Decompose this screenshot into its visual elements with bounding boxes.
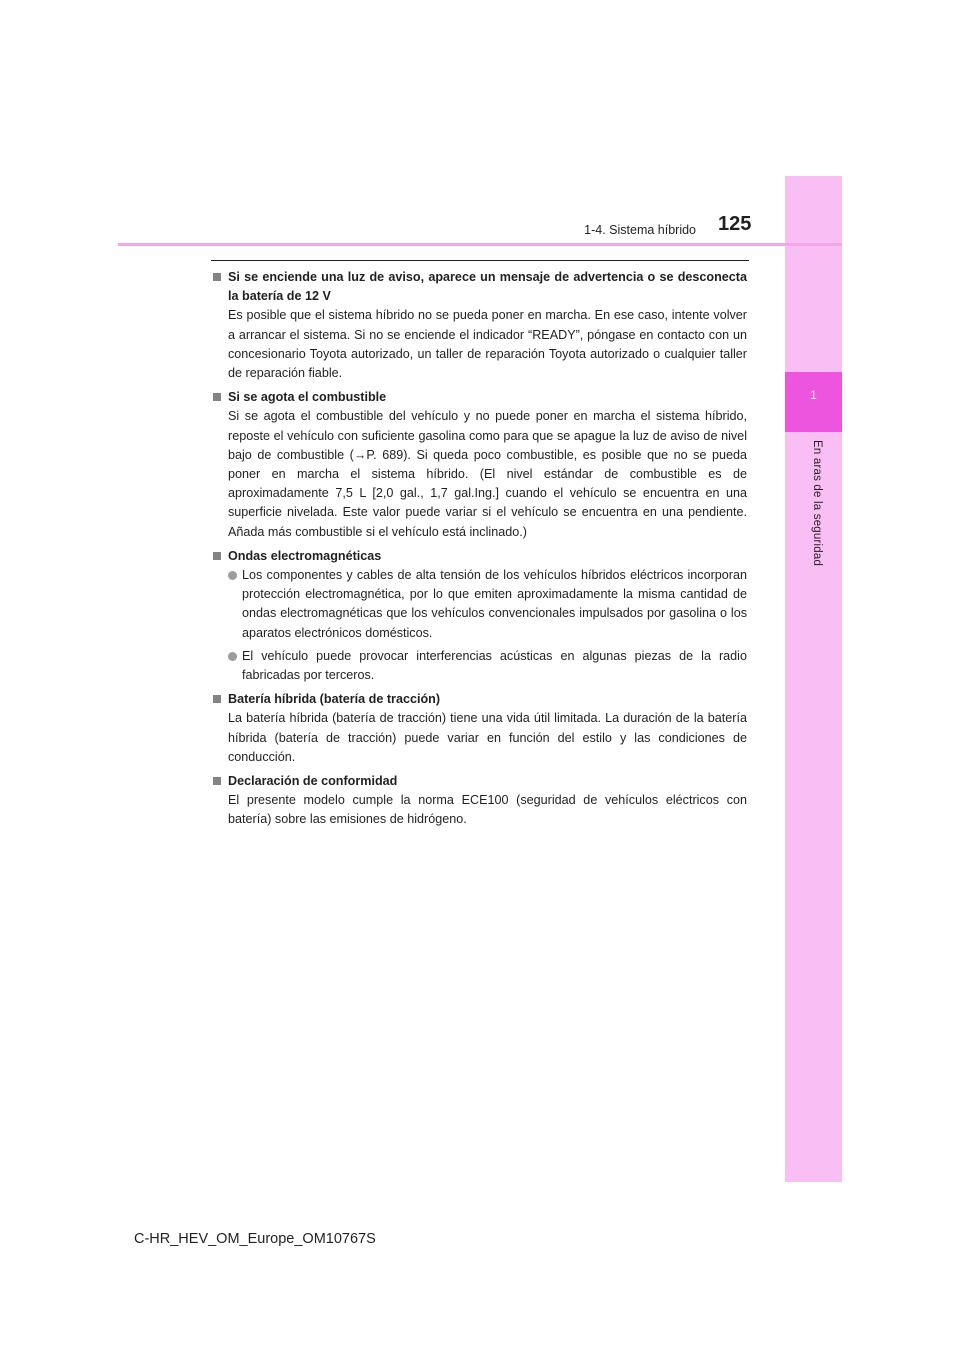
list-item [211, 566, 747, 643]
square-bullet-icon [213, 393, 221, 401]
section-body: Es posible que el sistema híbrido no se pueda poner en marcha. En ese caso, intente volver a arrancar el sistema. Si no se enciende el indicador “READY”, póngase en contacto con un concesionario Toyota autorizado, un taller de reparación Toyota autorizado o cualquier taller de reparación fiable. [228, 308, 747, 381]
section-heading: Declaración de conformidad [228, 774, 398, 789]
content-top-rule [211, 260, 749, 261]
circle-bullet-icon [228, 571, 237, 580]
document-code: C-HR_HEV_OM_Europe_OM10767S [134, 1231, 376, 1247]
chapter-number: 1 [810, 388, 817, 402]
header-divider [118, 243, 842, 246]
section-title: 1-4. Sistema híbrido [584, 223, 696, 237]
section-heading: Si se agota el combustible [228, 390, 387, 405]
list-item-text: El vehículo puede provocar interferencias acústicas en algunas piezas de la radio fabricadas por terceros. [242, 648, 747, 683]
section-heading: Batería híbrida (batería de tracción) [228, 692, 441, 707]
circle-bullet-icon [228, 652, 237, 661]
section-heading: Ondas electromagnéticas [228, 548, 382, 563]
section-warning-light [211, 268, 747, 383]
section-hybrid-battery [211, 690, 747, 767]
section-heading: Si se enciende una luz de aviso, aparece un mensaje de advertencia o se desconecta la batería de 12 V [228, 270, 747, 304]
section-body: El presente modelo cumple la norma ECE100 (seguridad de vehículos eléctricos con batería) sobre las emisiones de hidrógeno. [228, 793, 747, 827]
square-bullet-icon [213, 552, 221, 560]
list-item [211, 647, 747, 685]
section-body: Si se agota el combustible del vehículo y no puede poner en marcha el sistema híbrido, reposte el vehículo con suficiente gasolina como para que se apague la luz de aviso de nivel bajo de combustible (→P. 689). Si queda poco combustible, es posible que no se pueda poner en marcha el sistema híbrido. (El nivel estándar de combustible es de aproximadamente 7,5 L [2,0 gal., 1,7 gal.Ing.] cuando el vehículo se encuentra en una superficie nivelada. Este valor puede variar si el vehículo se encuentra en una pendiente. Añada más combustible si el vehículo está inclinado.) [228, 409, 747, 539]
section-fuel [211, 388, 747, 542]
chapter-label: En aras de la seguridad [811, 440, 823, 567]
square-bullet-icon [213, 695, 221, 703]
page-content [211, 268, 747, 835]
section-body: La batería híbrida (batería de tracción) tiene una vida útil limitada. La duración de la batería híbrida (batería de tracción) puede variar en función del estilo y las condiciones de conducción. [228, 711, 747, 764]
square-bullet-icon [213, 273, 221, 281]
section-electromagnetic [211, 547, 747, 685]
square-bullet-icon [213, 777, 221, 785]
section-conformity [211, 772, 747, 830]
list-item-text: Los componentes y cables de alta tensión de los vehículos híbridos eléctricos incorporan protección electromagnética, por lo que emiten aproximadamente la misma cantidad de ondas electromagnéticas que los vehículos convencionales impulsados por gasolina o los aparatos electrónicos domésticos. [242, 568, 747, 640]
page-number: 125 [718, 213, 752, 235]
chapter-active-marker [785, 372, 842, 432]
